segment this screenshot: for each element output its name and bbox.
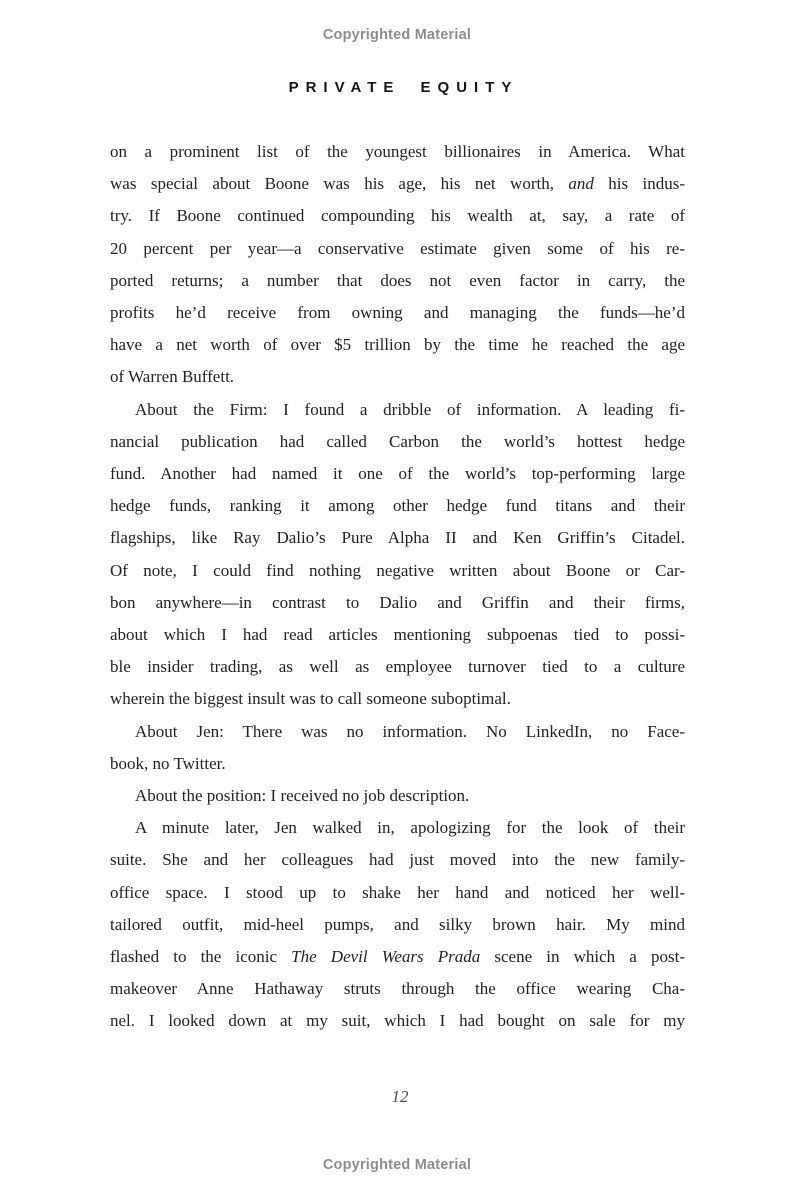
text-line: About the position: I received no job description. — [135, 786, 470, 806]
text-line: ported returns; a number that does not even factor in carry, the — [110, 270, 685, 290]
text-line: suite. She and her colleagues had just moved into the new family- — [110, 850, 685, 870]
text-line: have a net worth of over $5 trillion by the time he reached the age — [110, 335, 685, 355]
text-line: wherein the biggest insult was to call someone suboptimal. — [110, 689, 511, 709]
text-line: on a prominent list of the youngest billionaires in America. What — [110, 142, 685, 161]
text-line: ble insider trading, as well as employee turnover tied to a culture — [110, 657, 685, 677]
copyright-notice-bottom: Copyrighted Material — [322, 1157, 472, 1173]
text-line: nancial publication had called Carbon the world’s hottest hedge — [110, 431, 685, 451]
text-line: About the Firm: I found a dribble of information. A leading fi- — [135, 399, 685, 419]
page-number: 12 — [391, 1087, 409, 1106]
text-line: A minute later, Jen walked in, apologizing for the look of their — [135, 818, 685, 838]
text-line: fund. Another had named it one of the world’s top-performing large — [110, 464, 685, 484]
text-line: About Jen: There was no information. No LinkedIn, no Face- — [135, 721, 685, 741]
text-line: of Warren Buffett. — [110, 367, 235, 387]
text-line: bon anywhere—in contrast to Dalio and Griffin and their firms, — [110, 592, 685, 612]
text-line: tailored outfit, mid-heel pumps, and silky brown hair. My mind — [110, 914, 685, 934]
text-line: profits he’d receive from owning and managing the funds—he’d — [110, 303, 685, 323]
text-line: Of note, I could find nothing negative written about Boone or Car- — [110, 560, 685, 580]
text-line: makeover Anne Hathaway struts through the office wearing Cha- — [110, 979, 685, 999]
text-line: flagships, like Ray Dalio’s Pure Alpha II and Ken Griffin’s Citadel. — [110, 528, 685, 548]
text-line: flashed to the iconic The Devil Wears Prada scene in which a post- — [110, 947, 685, 967]
chapter-running-head: PRIVATE EQUITY — [288, 79, 519, 96]
body-text — [110, 136, 685, 1038]
text-line: 20 percent per year—a conservative estimate given some of his re- — [110, 238, 685, 258]
copyright-notice-top: Copyrighted Material — [322, 27, 472, 43]
text-line: nel. I looked down at my suit, which I had bought on sale for my — [110, 1011, 685, 1031]
text-line: was special about Boone was his age, his net worth, and his indus- — [110, 174, 685, 194]
text-line: office space. I stood up to shake her hand and noticed her well- — [110, 882, 685, 902]
text-line: about which I had read articles mentioning subpoenas tied to possi- — [110, 625, 685, 645]
text-line: try. If Boone continued compounding his wealth at, say, a rate of — [110, 206, 685, 226]
text-line: hedge funds, ranking it among other hedge fund titans and their — [110, 496, 685, 516]
text-line: book, no Twitter. — [110, 753, 226, 773]
